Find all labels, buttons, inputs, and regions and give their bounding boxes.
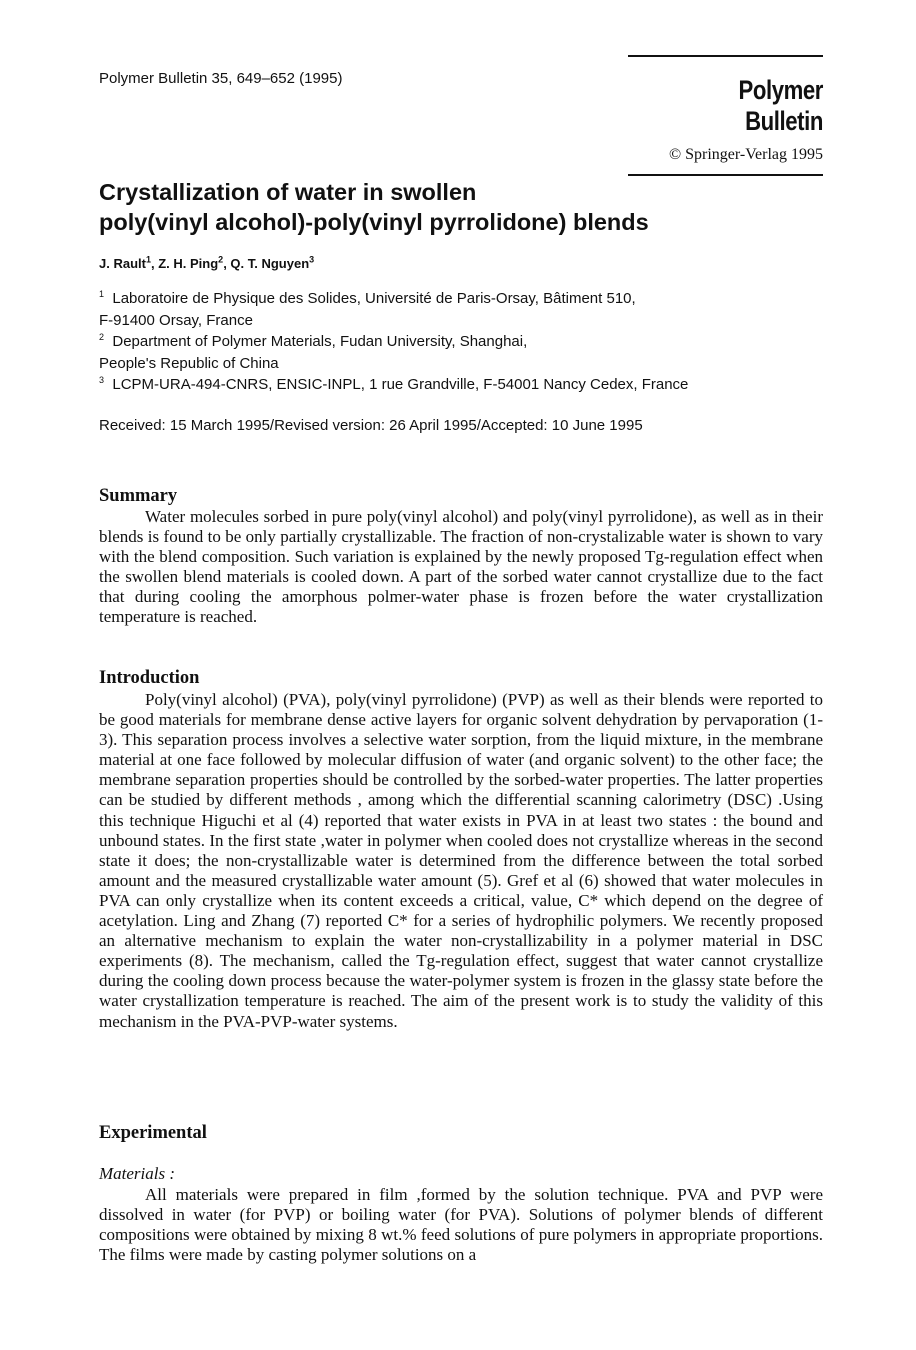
journal-masthead xyxy=(628,55,823,176)
title-line: Crystallization of water in swollen xyxy=(99,179,477,205)
summary-heading: Summary xyxy=(99,486,178,506)
publisher-copyright: © Springer-Verlag 1995 xyxy=(668,146,823,163)
affiliation-mark: 1 xyxy=(99,289,105,299)
author-name: J. Rault xyxy=(99,256,146,271)
materials-paragraph: All materials were prepared in film ,formed by the solution technique. PVA and PVP were dissolved in water (for PVP) or boiling water (for PVA). Solutions of polymer blends of different compositions were obtained by mixing 8 wt.% feed solutions of pure polymers in appropriate proportions. The films were made by casting polymer solutions on a xyxy=(99,1185,823,1265)
masthead-top-rule xyxy=(628,55,823,57)
introduction-heading: Introduction xyxy=(99,668,200,688)
affiliation-mark: 2 xyxy=(99,332,105,342)
author-name: Z. H. Ping xyxy=(158,256,219,271)
experimental-heading: Experimental xyxy=(99,1123,207,1143)
article-title xyxy=(99,177,819,237)
affiliation-line: People's Republic of China xyxy=(99,354,279,372)
affiliation-line xyxy=(99,288,688,310)
received-dates: Received: 15 March 1995/Revised version: 26 April 1995/Accepted: 10 June 1995 xyxy=(99,417,643,434)
author-name: Q. T. Nguyen xyxy=(230,256,310,271)
materials-subheading: Materials : xyxy=(99,1164,176,1183)
author-mark: 3 xyxy=(309,254,315,265)
journal-citation: Polymer Bulletin 35, 649–652 (1995) xyxy=(99,70,343,87)
affiliation-text: Department of Polymer Materials, Fudan University, Shanghai, xyxy=(112,333,528,350)
author-mark: 2 xyxy=(218,254,224,265)
affiliation-text: Laboratoire de Physique des Solides, Université de Paris-Orsay, Bâtiment 510, xyxy=(112,290,636,307)
introduction-paragraph: Poly(vinyl alcohol) (PVA), poly(vinyl pyrrolidone) (PVP) as well as their blends were reported to be good materials for membrane dense active layers for organic solvent dehydration by pervaporation (1-3). This separation process involves a selective water sorption, from the liquid mixture, in the membrane material at one face followed by molecular diffusion of water (and organic solvent) to the other face; the membrane separation properties should be controlled by the sorbed-water properties. The latter properties can be studied by different methods , among which the differential scanning calorimetry (DSC) .Using this technique Higuchi et al (4) reported that water exists in PVA in at least two states : the bound and unbound states. In the first state ,water in polymer when cooled does not crystallize whereas in the second state it does; the non-crystallizable water is determined from the difference between the total sorbed amount and the measured crystallizable water amount (5). Gref et al (6) showed that water molecules in PVA can only crystallize when its content exceeds a critical, value, C* which depend on the degree of acetylation. Ling and Zhang (7) reported C* for a series of hydrophilic polymers. We recently proposed an alternative mechanism to explain the water non-crystallizability in a polymer material in DSC experiments (8). The mechanism, called the Tg-regulation effect, suggest that water cannot crystallize during the cooling down process because the water-polymer system is frozen in the glassy state before the water crystallization temperature is reached. The aim of the present work is to study the validity of this mechanism in the PVA-PVP-water systems. xyxy=(99,690,823,1031)
author-list: J. Rault$^1$, Z. H. Ping$^2$, Q. T. Nguyen$^3$ xyxy=(99,254,315,271)
journal-name: Polymer Bulletin xyxy=(738,75,823,136)
affiliation-line xyxy=(99,374,688,396)
masthead-bottom-rule xyxy=(628,174,823,176)
affiliation-line xyxy=(99,331,688,353)
affiliation-mark: 3 xyxy=(99,375,105,385)
affiliation-list xyxy=(99,288,688,396)
summary-paragraph: Water molecules sorbed in pure poly(vinyl alcohol) and poly(vinyl pyrrolidone), as well as in their blends is found to be only partially crystallizable. The fraction of non-crystalizable water is shown to vary with the blend composition. Such variation is explained by the newly proposed Tg-regulation effect when the swollen blend materials is cooled down. A part of the sorbed water cannot crystallize due to the fact that during cooling the amorphous polmer-water phase is frozen before the water crystallization temperature is reached. xyxy=(99,507,823,627)
author-mark: 1 xyxy=(145,254,151,265)
title-line: poly(vinyl alcohol)-poly(vinyl pyrrolidone) blends xyxy=(99,209,649,235)
affiliation-text: LCPM-URA-494-CNRS, ENSIC-INPL, 1 rue Grandville, F-54001 Nancy Cedex, France xyxy=(112,376,689,393)
affiliation-line: F-91400 Orsay, France xyxy=(99,311,253,329)
